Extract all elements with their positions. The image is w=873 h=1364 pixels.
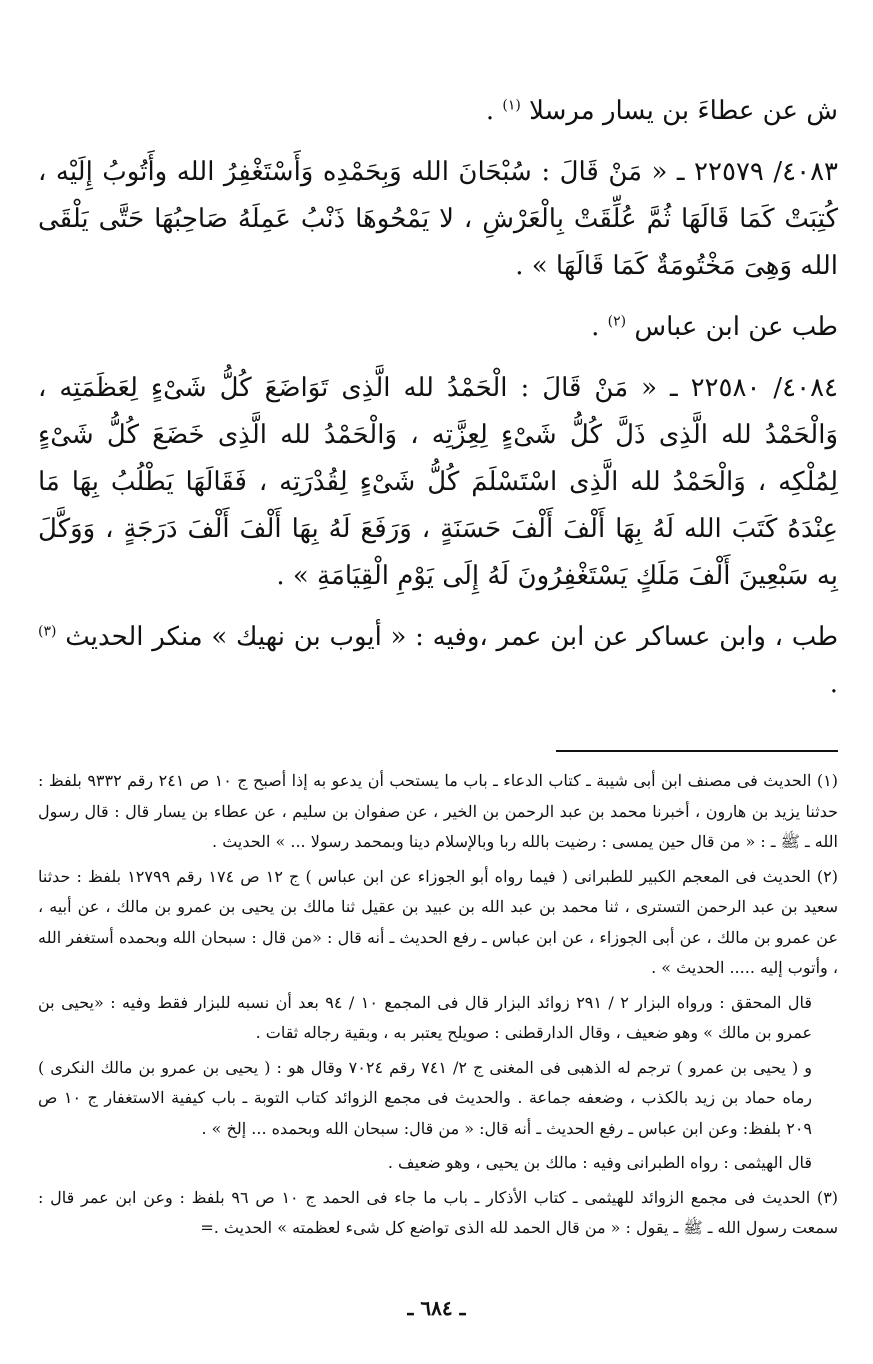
source-line: طب ، وابن عساكر عن ابن عمر ،وفيه : « أيوب بن نهيك » منكر الحديث $^{(٣)}$ . (38, 622, 839, 699)
source-line: طب عن ابن عباس $^{(٢)}$ . (591, 312, 838, 342)
main-text (38, 88, 838, 708)
source-text: طب عن ابن عباس (634, 312, 838, 342)
footnote: (٢) الحديث فى المعجم الكبير للطبرانى ( فيما رواه أبو الجوزاء عن ابن عباس ) ج ١٢ ص ١٧٤ رقم ١٢٧٩٩ بلفظ : حدثنا سعيد بن عبد الرحمن التسترى ، ثنا محمد بن عبد الله بن عبيد بن عقيل ثنا مالك بن يحيى بن عمرو بن مالك ، عن أبيه ، عن عمرو بن مالك ، عن أبى الجوزاء ، عن ابن عباس ـ رفع الحديث ـ أنه قال : «من قال : سبحان الله وبحمده أستغفر الله ، وأتوب إليه ..... الحديث » . (38, 866, 839, 977)
footnote-continuation: قال المحقق : ورواه البزار ٢ / ٢٩١ زوائد البزار قال فى المجمع ١٠ / ٩٤ بعد أن نسبه للبزار فقط وفيه : «يحيى بن عمرو بن مالك » وهو ضعيف ، وقال الدارقطنى : صويلح يعتبر به ، وبقية رجاله ثقات . (38, 992, 813, 1042)
footnote-divider (556, 750, 838, 752)
footnote: (٣) الحديث فى مجمع الزوائد للهيثمى ـ كتاب الأذكار ـ باب ما جاء فى الحمد ج ١٠ ص ٩٦ بلفظ : وعن ابن عمر قال : سمعت رسول الله ـ ﷺ ـ يقول : « من قال الحمد لله الذى تواضع كل شىء لعظمته » الحديث .= (38, 1187, 839, 1237)
footnote-ref[interactable]: (٢) (607, 313, 627, 330)
source-text: ش عن عطاءَ بن يسار مرسلا (529, 96, 838, 126)
footnotes (38, 766, 838, 1244)
footnote-continuation: قال الهيثمى : رواه الطبرانى وفيه : مالك بن يحيى ، وهو ضعيف . (387, 1153, 812, 1172)
footnote: (١) الحديث فى مصنف ابن أبى شيبة ـ كتاب الدعاء ـ باب ما يستحب أن يدعو به إذا أصبح ج ١٠ ص ٢٤١ رقم ٩٣٣٢ بلفظ : حدثنا يزيد بن هارون ، أخبرنا محمد بن عبد الرحمن بن الخير ، عن صفوان بن سليم ، عن عطاء بن يسار قال : قال رسول الله ـ ﷺ ـ : « من قال حين يمسى : رضيت بالله ربا وبالإسلام دينا وبمحمد رسولا ... » الحديث . (38, 771, 839, 851)
source-line: ش عن عطاءَ بن يسار مرسلا $^{(١)}$ . (485, 96, 838, 126)
page-body (38, 88, 838, 1248)
hadith-text: ٤٠٨٣/ ٢٢٥٧٩ ـ « مَنْ قَالَ : سُبْحَانَ الله وَبِحَمْدِه وَأَسْتَغْفِرُ الله وأَتُوبُ إِلَيْه ، كُتِبَتْ كَمَا قَالَهَا ثُمَّ عُلِّقَتْ بِالْعَرْشِ ، لا يَمْحُوهَا ذَنْبُ عَمِلَهُ صَاحِبُهَا حَتَّى يَلْقَى الله وَهِىَ مَخْتُومَةٌ كَمَا قَالَهَا » . (38, 157, 838, 281)
footnote-ref[interactable]: (١) (502, 97, 521, 114)
footnote-ref[interactable]: (٣) (38, 623, 57, 640)
hadith-text: ٤٠٨٤/ ٢٢٥٨٠ ـ « مَنْ قَالَ : الْحَمْدُ لله الَّذِى تَوَاضَعَ كُلُّ شَىْءٍ لِعَظَمَتِه ، وَالْحَمْدُ لله الَّذِى ذَلَّ كُلُّ شَىْءٍ لِعِزَّتِه ، وَالْحَمْدُ لله الَّذِى خَضَعَ كُلُّ شَىْءٍ لِمُلْكِه ، وَالْحَمْدُ لله الَّذِى اسْتَسْلَمَ كُلُّ شَىْءٍ لِقُدْرَتِه ، فَقَالَهَا يَطْلُبُ بِهَا مَا عِنْدَهُ كَتَبَ الله لَهُ بِهَا أَلْفَ أَلْفَ حَسَنَةٍ ، وَرَفَعَ لَهُ بِهَا أَلْفَ أَلْفَ دَرَجَةٍ ، وَوَكَّلَ بِه سَبْعِينَ أَلْفَ مَلَكٍ يَسْتَغْفِرُونَ لَهُ إِلَى يَوْمِ الْقِيَامَةِ » . (38, 373, 838, 591)
source-text: طب ، وابن عساكر عن ابن عمر ،وفيه : « أيوب بن نهيك » منكر الحديث (65, 622, 839, 652)
page-number: ـ ٦٨٤ ـ (407, 1296, 466, 1320)
footnote-continuation: و ( يحيى بن عمرو ) ترجم له الذهبى فى المغنى ج ٢/ ٧٤١ رقم ٧٠٢٤ وقال هو : ( يحيى بن عمرو بن مالك النكرى ) رماه حماد بن زيد بالكذب ، وضعفه جماعة . والحديث فى مجمع الزوائد كتاب التوبة ـ باب كيفية الاستغفار ج ١٠ ص ٢٠٩ بلفظ: وعن ابن عباس ـ رفع الحديث ـ أنه قال: « من قال: سبحان الله وبحمده ... إلخ » . (38, 1057, 813, 1138)
